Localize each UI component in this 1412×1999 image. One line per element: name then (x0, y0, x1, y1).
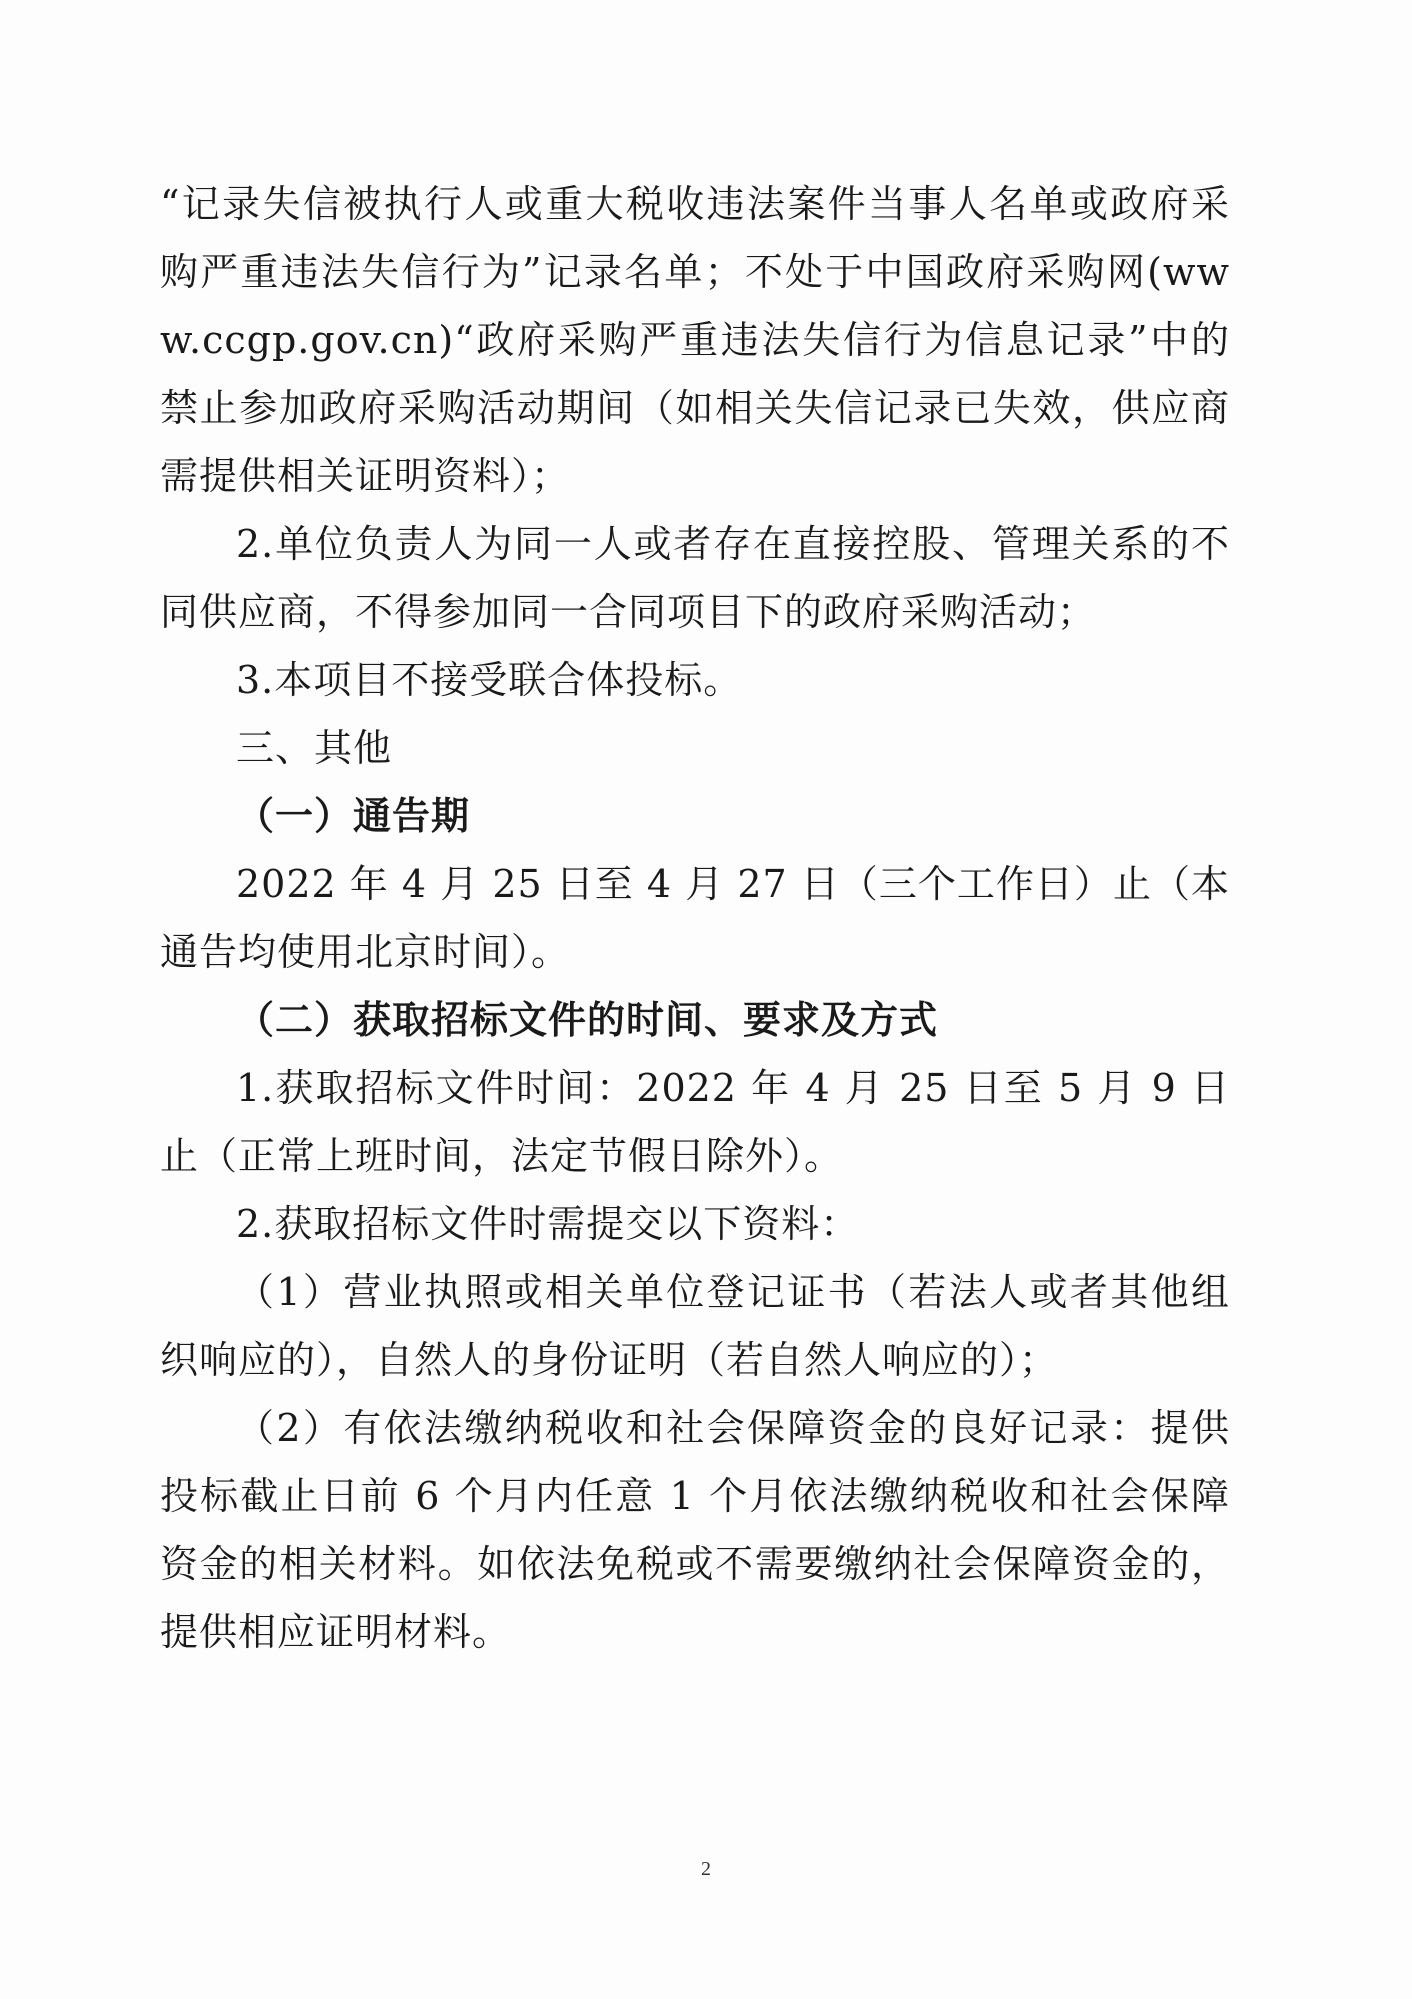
page-number: 2 (701, 1858, 711, 1880)
paragraph-tax-record: （2）有依法缴纳税收和社会保障资金的良好记录：提供投标截止日前 6 个月内任意 1 个月依法缴纳税收和社会保障资金的相关材料。如依法免税或不需要缴纳社会保障资金的，提供相应证明材料。 (160, 1406, 1230, 1654)
paragraph-business-license: （1）营业执照或相关单位登记证书（若法人或者其他组织响应的），自然人的身份证明（若自然人响应的）； (160, 1270, 1230, 1382)
paragraph-credit-record: “记录失信被执行人或重大税收违法案件当事人名单或政府采购严重违法失信行为”记录名单；不处于中国政府采购网(www.ccgp.gov.cn)“政府采购严重违法失信行为信息记录”中的禁止参加政府采购活动期间（如相关失信记录已失效，供应商需提供相关证明资料）； (160, 182, 1230, 498)
paragraph-notice-period: 2022 年 4 月 25 日至 4 月 27 日（三个工作日）止（本通告均使用北京时间）。 (160, 862, 1230, 974)
subsection-heading-obtain-documents: （二）获取招标文件的时间、要求及方式 (236, 998, 939, 1042)
section-heading-other: 三、其他 (236, 726, 393, 770)
document-body (160, 170, 1230, 1666)
paragraph-no-consortium: 3.本项目不接受联合体投标。 (236, 658, 743, 702)
paragraph-obtain-time: 1.获取招标文件时间：2022 年 4 月 25 日至 5 月 9 日止（正常上班时间，法定节假日除外）。 (160, 1066, 1230, 1178)
paragraph-required-materials: 2.获取招标文件时需提交以下资料： (236, 1202, 860, 1246)
paragraph-unit-head: 2.单位负责人为同一人或者存在直接控股、管理关系的不同供应商，不得参加同一合同项目下的政府采购活动； (160, 522, 1230, 634)
subsection-heading-notice-period: （一）通告期 (236, 794, 471, 838)
